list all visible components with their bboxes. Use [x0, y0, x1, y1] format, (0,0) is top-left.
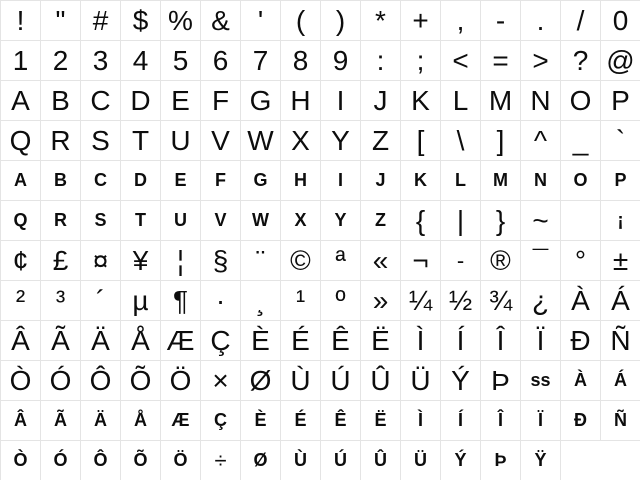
glyph-cell[interactable]: Ç: [201, 321, 241, 361]
glyph-cell[interactable]: Ÿ: [521, 441, 561, 480]
glyph-cell[interactable]: Ü: [401, 441, 441, 480]
glyph-cell[interactable]: Ø: [241, 361, 281, 401]
glyph-cell[interactable]: Ñ: [601, 401, 640, 441]
glyph-cell[interactable]: ss: [521, 361, 561, 401]
glyph-cell[interactable]: V: [201, 201, 241, 241]
glyph-cell[interactable]: Ú: [321, 441, 361, 480]
glyph-cell[interactable]: Å: [121, 321, 161, 361]
glyph-cell[interactable]: V: [201, 121, 241, 161]
glyph-cell[interactable]: !: [1, 1, 41, 41]
glyph-cell[interactable]: Q: [1, 121, 41, 161]
glyph-cell[interactable]: Í: [441, 401, 481, 441]
grid-row: [1, 201, 640, 241]
glyph-cell[interactable]: G: [241, 161, 281, 201]
glyph-cell[interactable]: `: [601, 121, 640, 161]
glyph-cell[interactable]: I: [321, 81, 361, 121]
glyph-cell[interactable]: C: [81, 161, 121, 201]
glyph-cell[interactable]: Ë: [361, 401, 401, 441]
glyph-cell[interactable]: É: [281, 401, 321, 441]
glyph-cell[interactable]: [561, 201, 601, 241]
glyph-cell[interactable]: ×: [201, 361, 241, 401]
glyph-cell[interactable]: K: [401, 161, 441, 201]
grid-row: [1, 241, 640, 281]
glyph-cell[interactable]: Û: [361, 441, 401, 480]
glyph-cell[interactable]: ,: [441, 1, 481, 41]
glyph-cell[interactable]: H: [281, 161, 321, 201]
glyph-cell[interactable]: ²: [1, 281, 41, 321]
glyph-cell[interactable]: ¬: [401, 241, 441, 281]
glyph-cell[interactable]: Ç: [201, 401, 241, 441]
glyph-cell[interactable]: Í: [441, 321, 481, 361]
glyph-cell[interactable]: #: [81, 1, 121, 41]
glyph-cell[interactable]: X: [281, 121, 321, 161]
glyph-cell[interactable]: 4: [121, 41, 161, 81]
glyph-cell[interactable]: ¿: [521, 281, 561, 321]
glyph-cell[interactable]: -: [441, 241, 481, 281]
glyph-cell[interactable]: D: [121, 81, 161, 121]
glyph-cell[interactable]: [: [401, 121, 441, 161]
glyph-cell[interactable]: Þ: [481, 361, 521, 401]
glyph-cell[interactable]: Ì: [401, 401, 441, 441]
glyph-cell[interactable]: Ù: [281, 441, 321, 480]
glyph-cell[interactable]: Q: [1, 201, 41, 241]
glyph-cell[interactable]: A: [1, 161, 41, 201]
glyph-cell[interactable]: <: [441, 41, 481, 81]
glyph-cell[interactable]: 7: [241, 41, 281, 81]
glyph-cell[interactable]: Ä: [81, 401, 121, 441]
glyph-cell[interactable]: }: [481, 201, 521, 241]
glyph-cell[interactable]: Ó: [41, 361, 81, 401]
glyph-cell[interactable]: 8: [281, 41, 321, 81]
glyph-cell[interactable]: º: [321, 281, 361, 321]
glyph-cell[interactable]: ÷: [201, 441, 241, 480]
glyph-cell[interactable]: T: [121, 121, 161, 161]
glyph-cell[interactable]: Å: [121, 401, 161, 441]
glyph-cell[interactable]: H: [281, 81, 321, 121]
glyph-cell[interactable]: P: [601, 81, 640, 121]
glyph-cell[interactable]: Â: [1, 401, 41, 441]
glyph-cell[interactable]: ^: [521, 121, 561, 161]
glyph-cell[interactable]: *: [361, 1, 401, 41]
glyph-cell[interactable]: Æ: [161, 321, 201, 361]
glyph-cell[interactable]: B: [41, 81, 81, 121]
glyph-cell[interactable]: ": [41, 1, 81, 41]
glyph-cell[interactable]: 0: [601, 1, 640, 41]
glyph-cell[interactable]: ¤: [81, 241, 121, 281]
glyph-cell[interactable]: Õ: [121, 441, 161, 480]
glyph-cell[interactable]: K: [401, 81, 441, 121]
glyph-cell[interactable]: |: [441, 201, 481, 241]
glyph-cell[interactable]: ': [241, 1, 281, 41]
glyph-cell[interactable]: T: [121, 201, 161, 241]
glyph-cell[interactable]: :: [361, 41, 401, 81]
glyph-cell[interactable]: ½: [441, 281, 481, 321]
glyph-cell[interactable]: Ô: [81, 361, 121, 401]
glyph-cell[interactable]: C: [81, 81, 121, 121]
glyph-cell[interactable]: .: [521, 1, 561, 41]
glyph-cell[interactable]: ¾: [481, 281, 521, 321]
grid-row: [1, 321, 640, 361]
glyph-cell[interactable]: S: [81, 201, 121, 241]
glyph-cell[interactable]: Æ: [161, 401, 201, 441]
glyph-cell[interactable]: ¸: [241, 281, 281, 321]
glyph-cell[interactable]: ¨: [241, 241, 281, 281]
glyph-cell[interactable]: L: [441, 161, 481, 201]
glyph-cell[interactable]: (: [281, 1, 321, 41]
glyph-cell[interactable]: 1: [1, 41, 41, 81]
glyph-cell[interactable]: %: [161, 1, 201, 41]
glyph-cell[interactable]: E: [161, 161, 201, 201]
glyph-cell[interactable]: U: [161, 121, 201, 161]
glyph-cell[interactable]: X: [281, 201, 321, 241]
glyph-cell[interactable]: Ð: [561, 321, 601, 361]
glyph-cell[interactable]: ´: [81, 281, 121, 321]
glyph-cell[interactable]: Ð: [561, 401, 601, 441]
glyph-cell[interactable]: Á: [601, 361, 640, 401]
glyph-cell[interactable]: ~: [521, 201, 561, 241]
glyph-cell[interactable]: G: [241, 81, 281, 121]
glyph-cell[interactable]: ¹: [281, 281, 321, 321]
glyph-cell[interactable]: +: [401, 1, 441, 41]
glyph-cell[interactable]: Ê: [321, 321, 361, 361]
glyph-cell[interactable]: F: [201, 81, 241, 121]
glyph-cell[interactable]: @: [601, 41, 640, 81]
glyph-cell[interactable]: M: [481, 161, 521, 201]
glyph-cell[interactable]: N: [521, 81, 561, 121]
glyph-cell[interactable]: ³: [41, 281, 81, 321]
glyph-cell[interactable]: »: [361, 281, 401, 321]
glyph-cell[interactable]: {: [401, 201, 441, 241]
glyph-cell[interactable]: ·: [201, 281, 241, 321]
glyph-cell[interactable]: Õ: [121, 361, 161, 401]
grid-row: [1, 441, 640, 480]
glyph-cell[interactable]: _: [561, 121, 601, 161]
glyph-cell[interactable]: Ú: [321, 361, 361, 401]
glyph-cell[interactable]: È: [241, 321, 281, 361]
glyph-cell[interactable]: ¦: [161, 241, 201, 281]
glyph-cell[interactable]: W: [241, 121, 281, 161]
glyph-cell[interactable]: ®: [481, 241, 521, 281]
glyph-cell[interactable]: Ö: [161, 361, 201, 401]
grid-row: [1, 361, 640, 401]
glyph-cell[interactable]: /: [561, 1, 601, 41]
glyph-cell[interactable]: Ï: [521, 401, 561, 441]
glyph-cell[interactable]: ª: [321, 241, 361, 281]
glyph-cell[interactable]: Ô: [81, 441, 121, 480]
glyph-cell[interactable]: L: [441, 81, 481, 121]
glyph-cell[interactable]: R: [41, 121, 81, 161]
glyph-cell[interactable]: ¼: [401, 281, 441, 321]
glyph-cell[interactable]: A: [1, 81, 41, 121]
glyph-cell[interactable]: Ü: [401, 361, 441, 401]
glyph-cell[interactable]: Ù: [281, 361, 321, 401]
glyph-cell[interactable]: N: [521, 161, 561, 201]
glyph-cell[interactable]: U: [161, 201, 201, 241]
glyph-cell[interactable]: È: [241, 401, 281, 441]
glyph-cell[interactable]: =: [481, 41, 521, 81]
glyph-cell[interactable]: -: [481, 1, 521, 41]
glyph-cell[interactable]: Ê: [321, 401, 361, 441]
glyph-cell[interactable]: «: [361, 241, 401, 281]
glyph-cell[interactable]: Z: [361, 201, 401, 241]
glyph-cell[interactable]: 3: [81, 41, 121, 81]
grid-row: [1, 41, 640, 81]
glyph-cell[interactable]: Î: [481, 401, 521, 441]
glyph-cell[interactable]: Ä: [81, 321, 121, 361]
grid-row: [1, 401, 640, 441]
glyph-cell[interactable]: $: [121, 1, 161, 41]
empty-slot: [601, 441, 640, 480]
glyph-cell[interactable]: Ã: [41, 401, 81, 441]
glyph-cell[interactable]: &: [201, 1, 241, 41]
glyph-cell[interactable]: Ý: [441, 441, 481, 480]
glyph-cell[interactable]: I: [321, 161, 361, 201]
glyph-cell[interactable]: ¡: [601, 201, 640, 241]
glyph-cell[interactable]: §: [201, 241, 241, 281]
glyph-cell[interactable]: D: [121, 161, 161, 201]
glyph-cell[interactable]: Ì: [401, 321, 441, 361]
glyph-cell[interactable]: Z: [361, 121, 401, 161]
glyph-cell[interactable]: R: [41, 201, 81, 241]
glyph-cell[interactable]: ): [321, 1, 361, 41]
glyph-cell[interactable]: J: [361, 81, 401, 121]
empty-slot: [561, 441, 601, 480]
grid-row: [1, 281, 640, 321]
glyph-cell[interactable]: Ø: [241, 441, 281, 480]
glyph-cell[interactable]: ¢: [1, 241, 41, 281]
glyph-cell[interactable]: ]: [481, 121, 521, 161]
glyph-cell[interactable]: À: [561, 281, 601, 321]
glyph-cell[interactable]: 5: [161, 41, 201, 81]
glyph-cell[interactable]: S: [81, 121, 121, 161]
glyph-cell[interactable]: Ó: [41, 441, 81, 480]
glyph-cell[interactable]: Y: [321, 201, 361, 241]
glyph-cell[interactable]: ±: [601, 241, 640, 281]
glyph-cell[interactable]: Â: [1, 321, 41, 361]
glyph-cell[interactable]: B: [41, 161, 81, 201]
glyph-cell[interactable]: M: [481, 81, 521, 121]
glyph-cell[interactable]: °: [561, 241, 601, 281]
grid-row: [1, 121, 640, 161]
glyph-cell[interactable]: À: [561, 361, 601, 401]
glyph-cell[interactable]: J: [361, 161, 401, 201]
glyph-cell[interactable]: ¶: [161, 281, 201, 321]
glyph-cell[interactable]: Ñ: [601, 321, 640, 361]
glyph-cell[interactable]: O: [561, 161, 601, 201]
glyph-cell[interactable]: ¥: [121, 241, 161, 281]
glyph-cell[interactable]: Ò: [1, 441, 41, 480]
glyph-cell[interactable]: 9: [321, 41, 361, 81]
glyph-cell[interactable]: Y: [321, 121, 361, 161]
glyph-cell[interactable]: F: [201, 161, 241, 201]
glyph-cell[interactable]: W: [241, 201, 281, 241]
glyph-cell[interactable]: £: [41, 241, 81, 281]
glyph-cell[interactable]: E: [161, 81, 201, 121]
glyph-cell[interactable]: Î: [481, 321, 521, 361]
glyph-cell[interactable]: ¯: [521, 241, 561, 281]
glyph-cell[interactable]: ?: [561, 41, 601, 81]
glyph-cell[interactable]: Ö: [161, 441, 201, 480]
glyph-cell[interactable]: É: [281, 321, 321, 361]
grid-row: [1, 1, 640, 41]
glyph-cell[interactable]: Ë: [361, 321, 401, 361]
glyph-cell[interactable]: ©: [281, 241, 321, 281]
glyph-cell[interactable]: µ: [121, 281, 161, 321]
grid-row: [1, 81, 640, 121]
glyph-cell[interactable]: Ý: [441, 361, 481, 401]
glyph-cell[interactable]: ;: [401, 41, 441, 81]
glyph-cell[interactable]: Û: [361, 361, 401, 401]
glyph-cell[interactable]: P: [601, 161, 640, 201]
grid-row: [1, 161, 640, 201]
glyph-cell[interactable]: 2: [41, 41, 81, 81]
glyph-cell[interactable]: Ã: [41, 321, 81, 361]
glyph-cell[interactable]: Þ: [481, 441, 521, 480]
glyph-cell[interactable]: O: [561, 81, 601, 121]
glyph-cell[interactable]: 6: [201, 41, 241, 81]
glyph-cell[interactable]: Ò: [1, 361, 41, 401]
glyph-cell[interactable]: >: [521, 41, 561, 81]
glyph-cell[interactable]: Ï: [521, 321, 561, 361]
glyph-cell[interactable]: \: [441, 121, 481, 161]
glyph-cell[interactable]: Á: [601, 281, 640, 321]
